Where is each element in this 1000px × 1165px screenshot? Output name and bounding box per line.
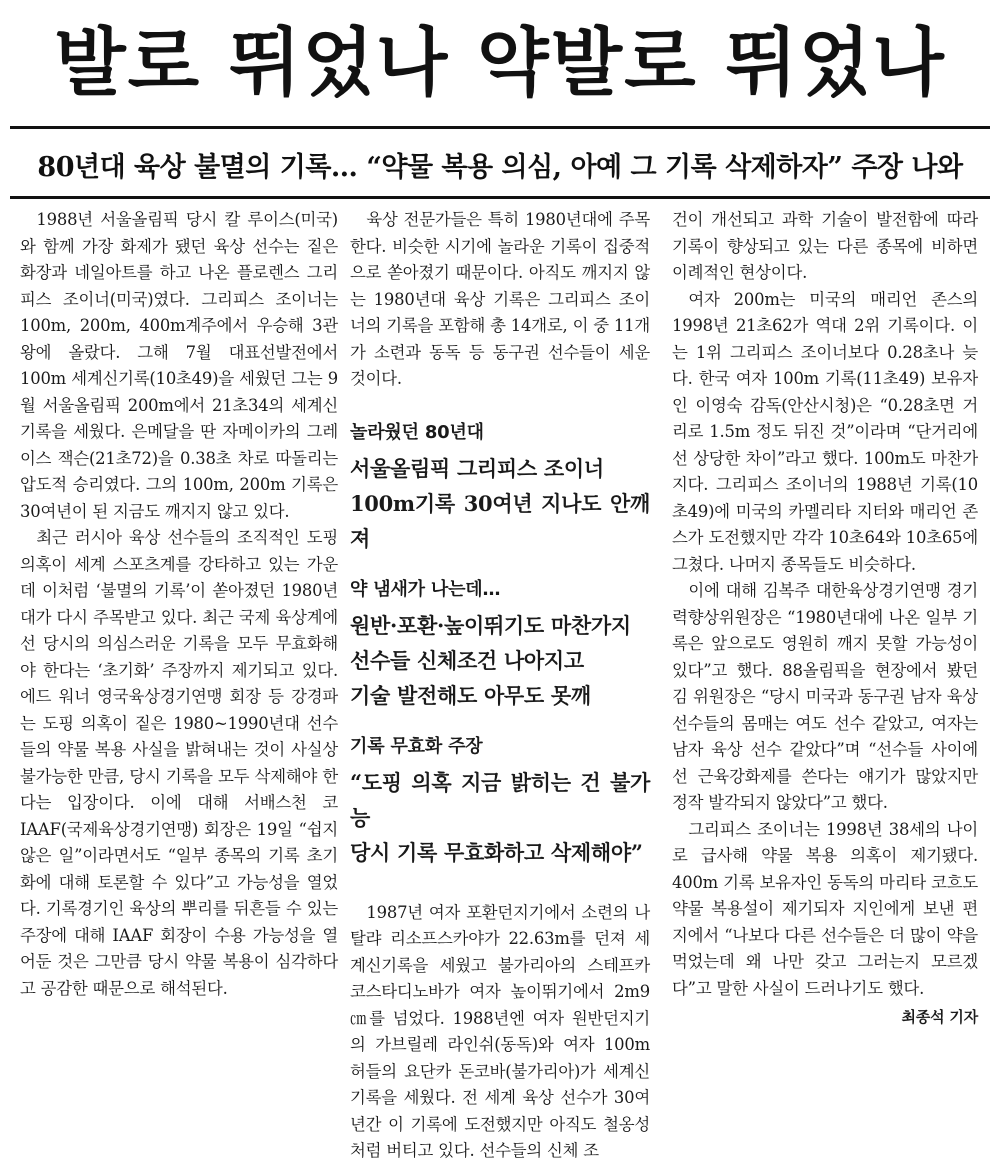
article-column-3 bbox=[672, 207, 978, 1031]
sidebar-line: 100m기록 30여년 지나도 안깨져 bbox=[350, 490, 650, 551]
sidebar-line: 서울올림픽 그리피스 조이너 bbox=[350, 455, 604, 481]
subheadline: 80년대 육상 불멸의 기록… “약물 복용 의심, 아예 그 기록 삭제하자” 주장 나와 bbox=[37, 152, 963, 183]
paragraph: 최근 러시아 육상 선수들의 조직적인 도핑 의혹이 세계 스포츠계를 강타하고 있는 가운데 이처럼 ‘불멸의 기록’이 쏟아졌던 1980년대가 다시 주목받고 있다. 최근 국제 육상계에선 당시의 의심스러운 기록을 모두 무효화해야 한다는 ‘초기화’ 주장까지 제기되고 있다. 에드 워너 영국육상경기연맹 회장 등 강경파는 도핑 의혹이 짙은 1980~1990년대 선수들의 약물 복용 사실을 밝혀내는 것이 사실상 불가능한 만큼, 당시 기록을 모두 삭제해야 한다는 입장이다. 이에 대해 서배스천 코 IAAF(국제육상경기연맹) 회장은 19일 “쉽지 않은 일”이라면서도 “일부 종목의 기록 초기화에 대해 토론할 수 있다”고 가능성을 열었다. 기록경기인 육상의 뿌리를 뒤흔들 수 있는 주장에 대해 IAAF 회장이 수용 가능성을 열어둔 것은 그만큼 당시 약물 복용이 심각하다고 공감한 때문으로 해석된다. bbox=[20, 528, 338, 998]
headline-rule bbox=[10, 126, 990, 129]
sidebar-box bbox=[350, 419, 650, 870]
paragraph: 그리피스 조이너는 1998년 38세의 나이로 급사해 약물 복용 의혹이 제기됐다. 400m 기록 보유자인 동독의 마리타 코흐도 약물 복용설이 제기되자 지인에게 보낸 편지에서 “나보다 다른 선수들은 더 많이 약을 먹었는데 왜 나만 갖고 그러는지 모르겠다”고 말한 사실이 드러나기도 했다. bbox=[672, 819, 978, 998]
subheadline-rule bbox=[10, 196, 990, 199]
sidebar-line: 당시 기록 무효화하고 삭제해야” bbox=[350, 839, 643, 865]
paragraph: 1987년 여자 포환던지기에서 소련의 나탈랴 리소프스카야가 22.63m를 던져 세계신기록을 세웠고 불가리아의 스테프카 코스타디노바가 여자 높이뛰기에서 2m9㎝를 넘었다. 1988년엔 여자 원반던지기의 가브릴레 라인쉬(동독)와 여자 100m 허들의 요단카 돈코바(불가리아)가 세계신기록을 세웠다. 전 세계 육상 선수가 30여년간 이 기록에 도전했지만 아직도 철옹성처럼 버티고 있다. 선수들의 신체 조 bbox=[350, 902, 650, 1160]
sidebar-line: 기술 발전해도 아무도 못깨 bbox=[350, 682, 591, 708]
paragraph: 여자 200m는 미국의 매리언 존스의 1998년 21초62가 역대 2위 기록이다. 이는 1위 그리피스 조이너보다 0.28초나 늦다. 한국 여자 100m 기록(11초49) 보유자인 이영숙 감독(안산시청)은 “0.28초면 거리로 1.5m 정도 뒤진 것”이라며 “단거리에선 상당한 차이”라고 했다. 100m도 마찬가지다. 그리피스 조이너의 1988년 기록(10초49)에 미국의 카멜리타 지터와 매리언 존스가 도전했지만 각각 10초64와 10초65에 그쳤다. 나머지 종목들도 비슷하다. bbox=[672, 289, 978, 574]
sidebar-line: 원반·포환·높이뛰기도 마찬가지 bbox=[350, 612, 631, 638]
sidebar-section-title: 약 냄새가 나는데… bbox=[350, 578, 501, 600]
article-column-2 bbox=[350, 207, 650, 1165]
byline: 최종석 기자 bbox=[901, 1008, 978, 1026]
sidebar-line: 선수들 신체조건 나아지고 bbox=[350, 647, 584, 673]
sidebar-section-title: 놀라웠던 80년대 bbox=[350, 421, 484, 443]
sidebar-line: “도핑 의혹 지금 밝히는 건 불가능 bbox=[350, 769, 650, 830]
headline: 발로 뛰었나 약발로 뛰었나 bbox=[54, 20, 946, 106]
sidebar-section-title: 기록 무효화 주장 bbox=[350, 735, 483, 757]
paragraph: 육상 전문가들은 특히 1980년대에 주목한다. 비슷한 시기에 놀라운 기록이 집중적으로 쏟아졌기 때문이다. 아직도 깨지지 않는 1980년대 육상 기록은 그리피스 조이너의 기록을 포함해 총 14개로, 이 중 11개가 소련과 동독 등 동구권 선수들이 세운 것이다. bbox=[350, 210, 650, 388]
article-column-1 bbox=[20, 207, 338, 1002]
paragraph: 건이 개선되고 과학 기술이 발전함에 따라 기록이 향상되고 있는 다른 종목에 비하면 이례적인 현상이다. bbox=[672, 210, 978, 282]
paragraph: 1988년 서울올림픽 당시 칼 루이스(미국)와 함께 가장 화제가 됐던 육상 선수는 짙은 화장과 네일아트를 하고 나온 플로렌스 그리피스 조이너(미국)였다. 그리피스 조이너는 100m, 200m, 400m계주에서 우승해 3관왕에 올랐다. 그해 7월 대표선발전에서 100m 세계신기록(10초49)을 세웠던 그는 9월 서울올림픽 200m에서 21초34의 세계신기록을 세웠다. 은메달을 딴 자메이카의 그레이스 잭슨(21초72)을 0.38초 차로 따돌리는 압도적 승리였다. 그의 100m, 200m 기록은 30여년이 된 지금도 깨지지 않고 있다. bbox=[20, 210, 338, 521]
paragraph: 이에 대해 김복주 대한육상경기연맹 경기력향상위원장은 “1980년대에 나온 일부 기록은 앞으로도 영원히 깨지 못할 가능성이 있다”고 했다. 88올림픽을 현장에서 봤던 김 위원장은 “당시 미국과 동구권 남자 육상 선수들의 몸매는 여도 선수 같았고, 여자는 남자 육상 선수 같았다”며 “선수들 사이에선 근육강화제를 쓴다는 얘기가 많았지만 정작 발각되지 않았다”고 했다. bbox=[672, 581, 978, 812]
